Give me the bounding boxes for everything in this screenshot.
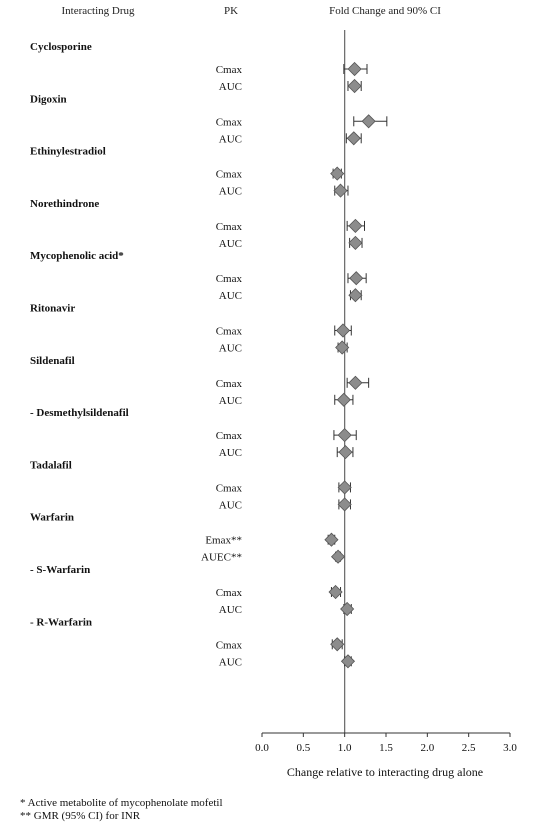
estimate-marker xyxy=(338,498,351,511)
x-tick-label: 1.0 xyxy=(337,742,352,754)
estimate-marker xyxy=(332,550,345,563)
drug-label: Ethinylestradiol xyxy=(30,145,106,158)
pk-label: AUC xyxy=(218,81,242,93)
pk-label: AUC xyxy=(218,342,242,355)
pk-label: Cmax xyxy=(215,273,242,286)
drug-label: Norethindrone xyxy=(30,197,100,210)
footnote-metabolite: * Active metabolite of mycophenolate mofetil xyxy=(20,797,223,809)
estimate-marker xyxy=(339,446,352,459)
x-tick-label: 2.5 xyxy=(461,742,476,754)
pk-label: AUC xyxy=(218,656,242,669)
drug-label: Digoxin xyxy=(30,93,67,106)
drug-label: Tadalafil xyxy=(30,459,72,472)
drug-label: Mycophenolic acid* xyxy=(30,250,124,263)
drug-label: Warfarin xyxy=(30,511,74,524)
estimate-marker xyxy=(350,272,363,285)
pk-label: Cmax xyxy=(215,116,242,129)
estimate-marker xyxy=(348,63,361,76)
pk-label: Cmax xyxy=(215,220,242,233)
drug-label: Ritonavir xyxy=(30,302,76,315)
x-tick-label: 0.0 xyxy=(255,742,269,754)
estimate-marker xyxy=(349,219,362,232)
estimate-marker xyxy=(338,481,351,494)
x-tick-label: 2.0 xyxy=(420,742,435,754)
pk-label: AUC xyxy=(218,499,242,512)
header-fold-change: Fold Change and 90% CI xyxy=(329,5,441,17)
pk-label: AUC xyxy=(218,290,242,303)
footnote-gmr: ** GMR (95% CI) for INR xyxy=(20,810,141,822)
estimate-marker xyxy=(349,236,362,249)
plot-layer xyxy=(30,30,517,754)
estimate-marker xyxy=(349,376,362,389)
header-interacting-drug: Interacting Drug xyxy=(61,5,135,17)
pk-label: Cmax xyxy=(215,377,242,390)
pk-label: AUEC** xyxy=(201,551,242,564)
pk-label: AUC xyxy=(218,447,242,460)
x-axis-label: Change relative to interacting drug alone xyxy=(286,765,484,779)
pk-label: Cmax xyxy=(215,430,242,443)
estimate-marker xyxy=(338,429,351,442)
pk-label: Cmax xyxy=(215,64,242,76)
pk-label: AUC xyxy=(218,604,242,616)
drug-label: Cyclosporine xyxy=(30,41,92,53)
x-tick-label: 3.0 xyxy=(503,742,517,754)
pk-label: Cmax xyxy=(215,482,242,495)
x-tick-label: 1.5 xyxy=(379,742,393,754)
drug-label: - S-Warfarin xyxy=(30,564,91,576)
drug-label: - R-Warfarin xyxy=(30,616,93,629)
pk-label: AUC xyxy=(218,394,242,407)
estimate-marker xyxy=(362,115,375,128)
pk-label: AUC xyxy=(218,185,242,198)
drug-label: - Desmethylsildenafil xyxy=(30,407,129,420)
pk-label: Cmax xyxy=(215,168,242,181)
pk-label: Cmax xyxy=(215,639,242,652)
pk-label: AUC xyxy=(218,133,242,146)
drug-label: Sildenafil xyxy=(30,354,75,367)
pk-label: AUC xyxy=(218,237,242,250)
pk-label: Cmax xyxy=(215,587,242,599)
estimate-marker xyxy=(337,393,350,406)
estimate-marker xyxy=(337,324,350,337)
estimate-marker xyxy=(347,132,360,145)
estimate-marker xyxy=(341,655,354,668)
header-pk: PK xyxy=(223,5,239,17)
estimate-marker xyxy=(348,80,361,93)
estimate-marker xyxy=(325,533,338,546)
pk-label: Emax** xyxy=(205,534,242,547)
pk-label: Cmax xyxy=(215,325,242,338)
x-tick-label: 0.5 xyxy=(296,742,311,754)
